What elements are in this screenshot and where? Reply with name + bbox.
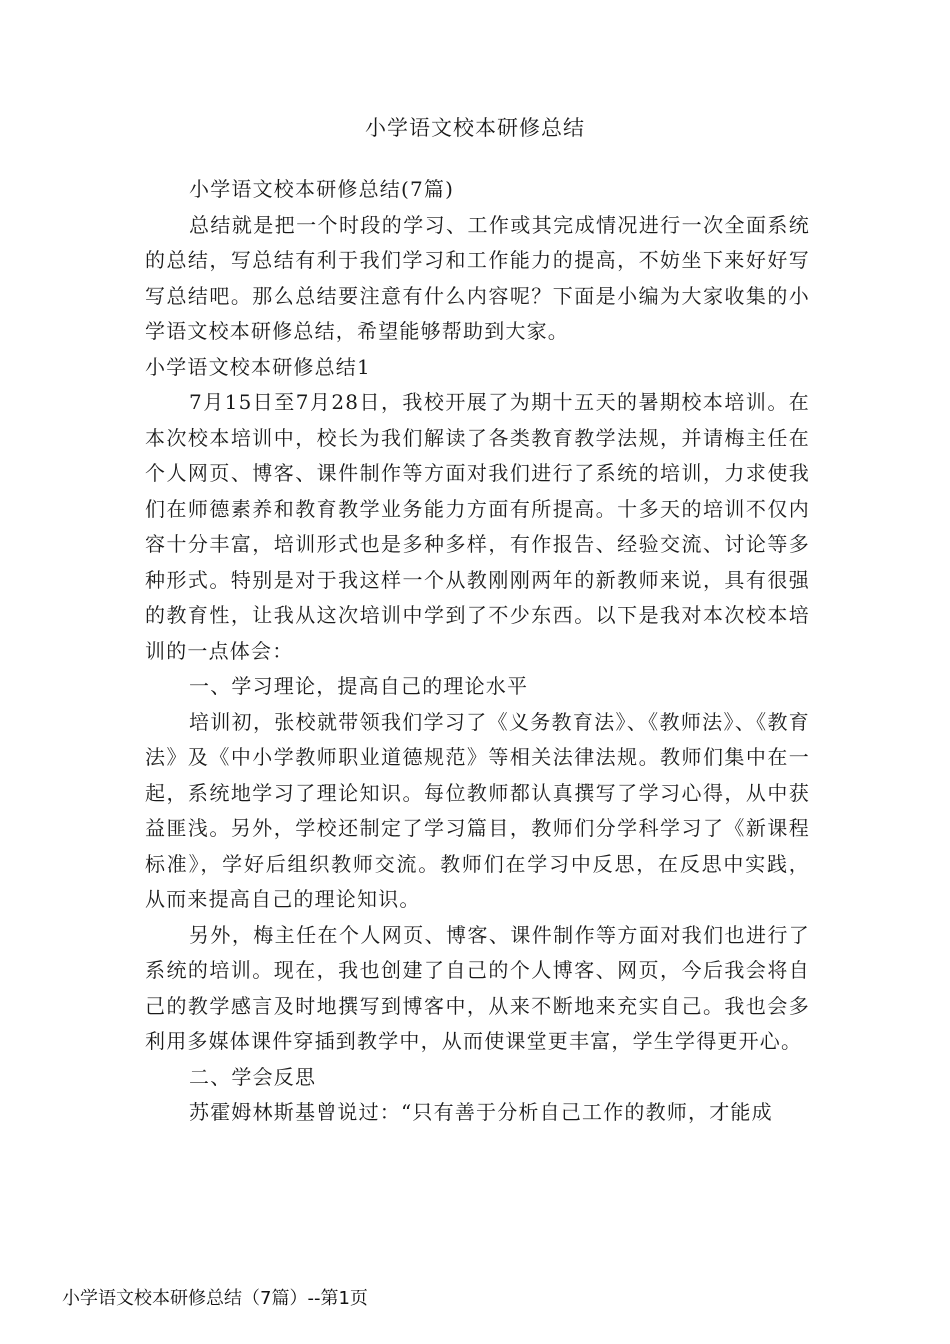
section-heading-1: 小学语文校本研修总结1	[145, 354, 371, 379]
subheading-reflection: 二、学会反思	[189, 1064, 317, 1089]
paragraph-quote: 苏霍姆林斯基曾说过：“只有善于分析自己工作的教师，才能成	[189, 1100, 773, 1124]
document-body	[145, 172, 810, 1131]
document-title: 小学语文校本研修总结	[365, 116, 585, 140]
paragraph-intro: 总结就是把一个时段的学习、工作或其完成情况进行一次全面系统的总结，写总结有利于我们学习和工作能力的提高，不妨坐下来好好写写总结吧。那么总结要注意有什么内容呢？下面是小编为大家收集的小学语文校本研修总结，希望能够帮助到大家。	[145, 212, 810, 343]
paragraph-training-overview: 7月15日至7月28日，我校开展了为期十五天的暑期校本培训。在本次校本培训中，校长为我们解读了各类教育教学法规，并请梅主任在个人网页、博客、课件制作等方面对我们进行了系统的培训，力求使我们在师德素养和教育教学业务能力方面有所提高。十多天的培训不仅内容十分丰富，培训形式也是多种多样，有作报告、经验交流、讨论等多种形式。特别是对于我这样一个从教刚刚两年的新教师来说，具有很强的教育性，让我从这次培训中学到了不少东西。以下是我对本次校本培训的一点体会：	[145, 390, 810, 663]
paragraph-theory-study: 培训初，张校就带领我们学习了《义务教育法》、《教师法》、《教育法》及《中小学教师职业道德规范》等相关法律法规。教师们集中在一起，系统地学习了理论知识。每位教师都认真撰写了学习心得，从中获益匪浅。另外，学校还制定了学习篇目，教师们分学科学习了《新课程标准》，学好后组织教师交流。教师们在学习中反思，在反思中实践，从而来提高自己的理论知识。	[145, 709, 810, 911]
page-footer: 小学语文校本研修总结（7篇）--第1页	[62, 1288, 368, 1309]
paragraph-blog-training: 另外，梅主任在个人网页、博客、课件制作等方面对我们也进行了系统的培训。现在，我也创建了自己的个人博客、网页，今后我会将自己的教学感言及时地撰写到博客中，从来不断地来充实自己。我也会多利用多媒体课件穿插到教学中，从而使课堂更丰富，学生学得更开心。	[145, 922, 810, 1053]
paragraph-subtitle: 小学语文校本研修总结(7篇)	[189, 177, 455, 201]
subheading-theory: 一、学习理论，提高自己的理论水平	[189, 674, 529, 698]
